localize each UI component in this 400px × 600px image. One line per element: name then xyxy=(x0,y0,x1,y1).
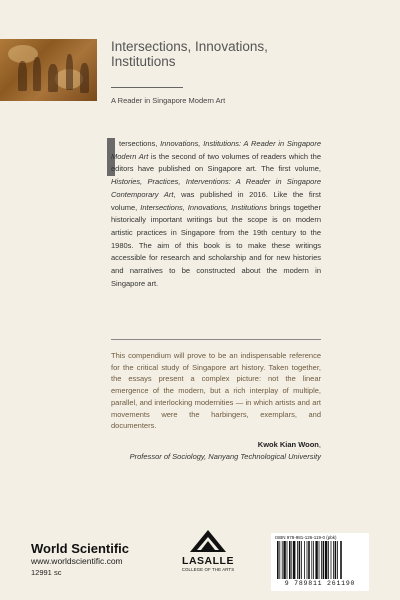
blurb-run: brings together historically important writings but the scope is on modern artistic practices in Singapore from the 19th century to the 1980s. The aim of this book is to make these writings accessible for research and scholarship and for new histories and narratives to be constructed about the modern in Singapore art. xyxy=(111,202,321,288)
barcode-bar xyxy=(299,541,301,579)
barcode-bar xyxy=(277,541,279,579)
barcode-bar xyxy=(308,541,310,579)
barcode-bar xyxy=(323,541,325,579)
blurb-run: Histories, Practices, Interventions: A Reader in Singapore Contemporary Art xyxy=(111,177,321,199)
endorsement-author-role: Professor of Sociology, Nanyang Technological University xyxy=(129,452,321,461)
barcode-bar xyxy=(321,541,322,579)
endorsement-quote-text: This compendium will prove to be an indispensable reference for the critical study of Singapore art history. Taken together, the essays present a complex picture: not the linear emergence of the modern, but a rich interplay of multiple, parallel, and interlocking modernities — in which artists and art movements were the harbingers, exemplars, and documenters. xyxy=(111,351,321,431)
barcode-bar xyxy=(313,541,314,579)
barcode-bar xyxy=(304,541,305,579)
endorsement-author-name: Kwok Kian Woon xyxy=(257,440,319,449)
barcode-bar xyxy=(289,541,291,579)
barcode-bar xyxy=(340,541,342,579)
title-rule xyxy=(111,87,183,88)
book-title: Intersections, Innovations, Institutions xyxy=(111,39,268,69)
barcode-bar xyxy=(293,541,295,579)
blurb-run: tersections, xyxy=(119,139,161,148)
barcode-bar xyxy=(319,541,320,579)
barcode-bar xyxy=(282,541,283,579)
blurb-run: Intersections, Innovations, Institutions xyxy=(140,202,268,212)
barcode-bar xyxy=(291,541,292,579)
barcode-bar xyxy=(331,541,332,579)
publisher-code: 12991 sc xyxy=(31,568,62,577)
book-subtitle: A Reader in Singapore Modern Art xyxy=(111,96,226,105)
barcode-bar xyxy=(328,541,329,579)
barcode-bar xyxy=(311,541,312,579)
endorsement-author-suffix: , xyxy=(318,440,321,449)
lasalle-mountain-icon xyxy=(188,528,228,554)
barcode-bar xyxy=(297,541,298,579)
barcode-bars xyxy=(277,541,363,579)
barcode-bar xyxy=(337,541,338,579)
cover-artwork-thumbnail xyxy=(0,39,97,101)
publisher-url: www.worldscientific.com xyxy=(31,556,123,566)
barcode-bar xyxy=(333,541,334,579)
isbn-text: ISBN 978-981-126-119-0 (pbk) xyxy=(275,535,337,540)
barcode-bar xyxy=(335,541,337,579)
blurb-run: is the second of two volumes of readers which the editors have published on Singapore art. The first volume, xyxy=(111,151,321,174)
isbn-barcode xyxy=(271,533,369,591)
section-divider xyxy=(111,339,321,340)
barcode-bar xyxy=(279,541,280,579)
barcode-bar xyxy=(325,541,327,579)
endorsement-quote xyxy=(111,350,321,432)
publisher-block xyxy=(31,541,129,578)
barcode-bar xyxy=(307,541,308,579)
barcode-digits: 9 789811 261190 xyxy=(284,580,356,587)
blurb-text xyxy=(111,138,321,290)
barcode-bar xyxy=(301,541,302,579)
barcode-bar xyxy=(287,541,288,579)
blurb-paragraph xyxy=(111,138,321,290)
lasalle-logo xyxy=(180,528,236,573)
blurb-run: Innovations, Institutions: A Reader in Singapore Modern Art xyxy=(111,139,322,161)
blurb-run: , was published in 2016. Like the first volume, xyxy=(111,189,321,212)
barcode-bar xyxy=(315,541,317,579)
publisher-name: World Scientific xyxy=(31,541,129,556)
endorsement-author xyxy=(258,440,321,449)
logo-name: LASALLE xyxy=(182,555,234,567)
barcode-bar xyxy=(283,541,285,579)
logo-tagline: COLLEGE OF THE ARTS xyxy=(181,567,235,572)
